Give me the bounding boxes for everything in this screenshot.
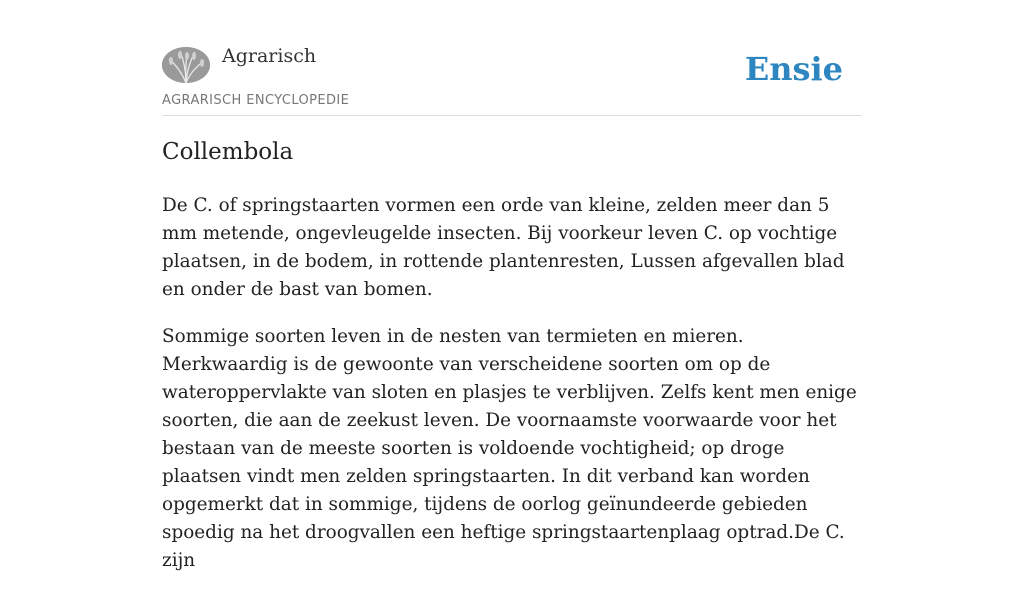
brand-logo[interactable]: Ensie	[744, 50, 843, 88]
page	[162, 0, 862, 571]
source-name[interactable]: Agrarisch	[222, 45, 317, 67]
source-subtitle[interactable]: AGRARISCH ENCYCLOPEDIE	[162, 93, 350, 108]
article-body	[162, 192, 862, 594]
article-paragraph: Sommige soorten leven in de nesten van termieten en mieren. Merkwaardig is de gewoonte van verscheidene soorten om op de wateroppervlakte van sloten en plasjes te verblijven. Zelfs kent men enige soorten, die aan de zeekust leven. De voornaamste voorwaarde voor het bestaan van de meeste soorten is voldoende vochtigheid; op droge plaatsen vindt men zelden springstaarten. In dit verband kan worden opgemerkt dat in sommige, tijdens de oorlog geïnundeerde gebieden spoedig na het droogvallen een heftige springstaartenplaag optrad.De C. zijn	[162, 326, 857, 571]
header	[162, 0, 862, 116]
article-paragraph: De C. of springstaarten vormen een orde van kleine, zelden meer dan 5 mm metende, ongevleugelde insecten. Bij voorkeur leven C. op vochtige plaatsen, in de bodem, in rottende plantenresten, Lussen afgevallen blad en onder de bast van bomen.	[162, 195, 845, 300]
article-title: Collembola	[162, 139, 294, 165]
wheat-logo-icon[interactable]	[162, 47, 210, 83]
